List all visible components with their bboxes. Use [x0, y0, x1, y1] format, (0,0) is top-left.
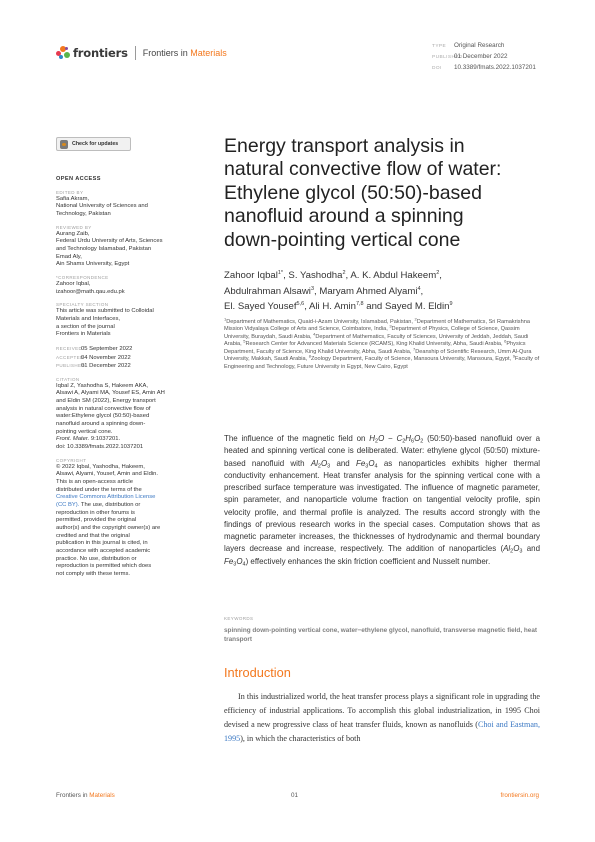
brand-name: frontiers [73, 46, 128, 60]
article-type: Original Research [454, 42, 505, 49]
license-link[interactable]: Creative Commons Attribution License [56, 494, 156, 501]
edited-by: Safia Akram, National University of Sciences and Technology, Pakistan [56, 195, 148, 217]
abstract: The influence of the magnetic field on $H_2O - C_2H_6O_2$ (50:50)-based nanofluid over a heated and spinning vertical cone is deliberated. Water: ethylene glycol (50:50) mixture-based nanofluid with $Al_2O_3$ and $Fe_3O_4$ as nanoparticles exhibits higher thermal conductivity enhancement. Heat transfer analysis for the spinning vertical cone with a prescribed surface temperature was investigated. The influence of magnetic parameter, spin parameter, and nanoparticle volume fraction on tangential velocity profile, spin velocity profile, and thermal profile is analyzed. The results accord strongly with the findings of previous research works in the special cases. Computation shows that as magnetic parameter increases, the thicknesses of hydrodynamic and thermal boundary layers decrease and increase, respectively. The addition of nanoparticles ($Al_2O_3$ and $Fe_3O_4$) effectively enhances the skin friction coefficient and Nusselt number. [224, 434, 541, 567]
reviewed-by: Aurang Zaib, Federal Urdu University of Arts, Sciences and Technology Islamabad, Pakistan Emad Aly, Ain Shams University, Egypt [56, 230, 163, 268]
affiliations: $^1$Department of Mathematics, Quaid-i-Azam University, Islamabad, Pakistan, $^2$Department of Mathematics, Sri Ramakrishna Mission Vidyalaya College of Arts and Science, Coimbatore, India, $^3$Department of Physics, College of Science, Qassim University, Buraydah, Saudi Arabia, $^4$Department of Mathematics, Faculty of Sciences, University of Jeddah, Jeddah, Saudi Arabia, $^5$Research Center for Advanced Materials Science (RCAMS), King Khalid University, Abha, Saudi Arabia, $^6$Physics Department, Faculty of Science, King Khalid University, Abha, Saudi Arabia, $^7$Deanship of Scientific Research, Umm Al-Qura University, Makkah, Saudi Arabia, $^8$Zoology Department, Faculty of Science, Mansoura University, Mansoura, Egypt, $^9$Faculty of Engineering and Technology, Future University in Egypt, New Cairo, Egypt [224, 316, 540, 370]
article-title: Energy transport analysis in natural convective flow of water: Ethylene glycol (50:50)-based nanofluid around a spinning down-pointing vertical cone [224, 135, 502, 251]
footer-journal: Frontiers in Materials [56, 792, 115, 799]
footer-site-link[interactable]: frontiersin.org [500, 792, 539, 799]
open-access-label: OPEN ACCESS [56, 176, 101, 182]
keywords-label: KEYWORDS [224, 616, 254, 621]
section-heading-introduction: Introduction [224, 665, 291, 680]
article-meta: TYPE Original Research PUBLISHED01 December 2022 DOI 10.3389/fmats.2022.1037201 [432, 42, 536, 71]
crossmark-icon [60, 140, 68, 149]
publish-date: 01 December 2022 [454, 53, 508, 60]
frontiers-logo[interactable] [56, 46, 227, 60]
correspondence: Zahoor Iqbal, izahoor@math.qau.edu.pk [56, 281, 184, 296]
page-number: 01 [291, 792, 299, 799]
logo-divider [135, 46, 136, 60]
introduction-text: In this industrialized world, the heat transfer process plays a significant role in upgrading the efficiency of industrial applications. To accomplish this global industrialization, in 1995 Choi devised a new progressive class of heat transfer fluids, known as nanofluids (Choi and Eastman, 1995), in which the characteristics of both [224, 692, 540, 744]
copyright: © 2022 Iqbal, Yashodha, Hakeem, Alsawi, Alyami, Yousef, Amin and Eldin. This is an open-access article distributed under the terms of the Creative Commons Attribution License (CC BY). The use, distribution or reproduction in other forums is permitted, provided the original author(s) and the copyright owner(s) are credited and that the original publication in this journal is cited, in accordance with accepted academic practice. No use, distribution or reproduction is permitted which does not comply with these terms. [56, 463, 161, 577]
cc-by-link[interactable]: (CC BY). [56, 502, 80, 508]
doi[interactable]: 10.3389/fmats.2022.1037201 [454, 64, 536, 71]
journal-name: Frontiers in Materials [142, 48, 227, 58]
sidebar-info: OPEN ACCESS EDITED BY Safia Akram, National University of Sciences and Technology, Pakistan REVIEWED BY Aurang Zaib, Federal Urdu University of Arts, Sciences and Technology Islamabad, Pakistan Emad Aly, Ain Shams University, Egypt *CORRESPONDENCE Zahoor Iqbal, izahoor@math.qau.edu.pk SPECIALTY SECTION This article was submitted to Colloidal Materials and Interfaces, a section of the journal Frontiers in Materials RECEIVED05 September 2022 ACCEPTED04 November 2022 PUBLISHED01 December 2022 CITATION Iqbal Z, Yashodha S, Hakeem AKA, Alsawi A, Alyami MA, Yousef ES, Amin AH and Eldin SM (2022), Energy transport analysis in natural convective flow of water:Ethylene glycol (50:50)-based nanofluid around a spinning down- pointing vertical cone. Front. Mater. 9:1037201. doi: 10.3389/fmats.2022.1037201 COPYRIGHT © 2022 Iqbal, Yashodha, Hakeem, Alsawi, Alyami, Yousef, Amin and Eldin. This is an open-access article distributed under the terms of the Creative Commons Attribution License (CC BY). The use, distribution or reproduction in other forums is permitted, provided the original author(s) and the copyright owner(s) are credited and that the original publication in this journal is cited, in accordance with accepted academic practice. No use, distribution or reproduction is permitted which does not comply with these terms. [56, 176, 184, 579]
check-for-updates-button[interactable]: Check for updates [56, 137, 131, 151]
author-list: Zahoor Iqbal$^{1*}$, S. Yashodha$^2$, A. K. Abdul Hakeem$^2$, Abdulrahman Alsawi$^3$, Maryam Ahmed Alyami$^4$, El. Sayed Yousef$^{5,6}$, Ali H. Amin$^{7,8}$ and Sayed M. Eldin$^9$ [224, 270, 453, 313]
correspondence-email[interactable]: izahoor@math.qau.edu.pk [56, 288, 125, 295]
keywords: spinning down-pointing vertical cone, water−ethylene glycol, nanofluid, transverse magnetic field, heat transport [224, 627, 538, 644]
citation: Iqbal Z, Yashodha S, Hakeem AKA, Alsawi A, Alyami MA, Yousef ES, Amin AH and Eldin SM (2022), Energy transport analysis in natural convective flow of water:Ethylene glycol (50:50)-based nanofluid around a spinning down- pointing vertical cone. Front. Mater. 9:1037201. doi: 10.3389/fmats.2022.1037201 [56, 382, 165, 451]
frontiers-logo-icon [56, 46, 70, 60]
dates: RECEIVED05 September 2022 ACCEPTED04 November 2022 PUBLISHED01 December 2022 [56, 345, 133, 370]
citation-link[interactable]: Choi and Eastman, 1995 [224, 720, 540, 744]
specialty-section: This article was submitted to Colloidal Materials and Interfaces, a section of the journal Frontiers in Materials [56, 308, 154, 338]
